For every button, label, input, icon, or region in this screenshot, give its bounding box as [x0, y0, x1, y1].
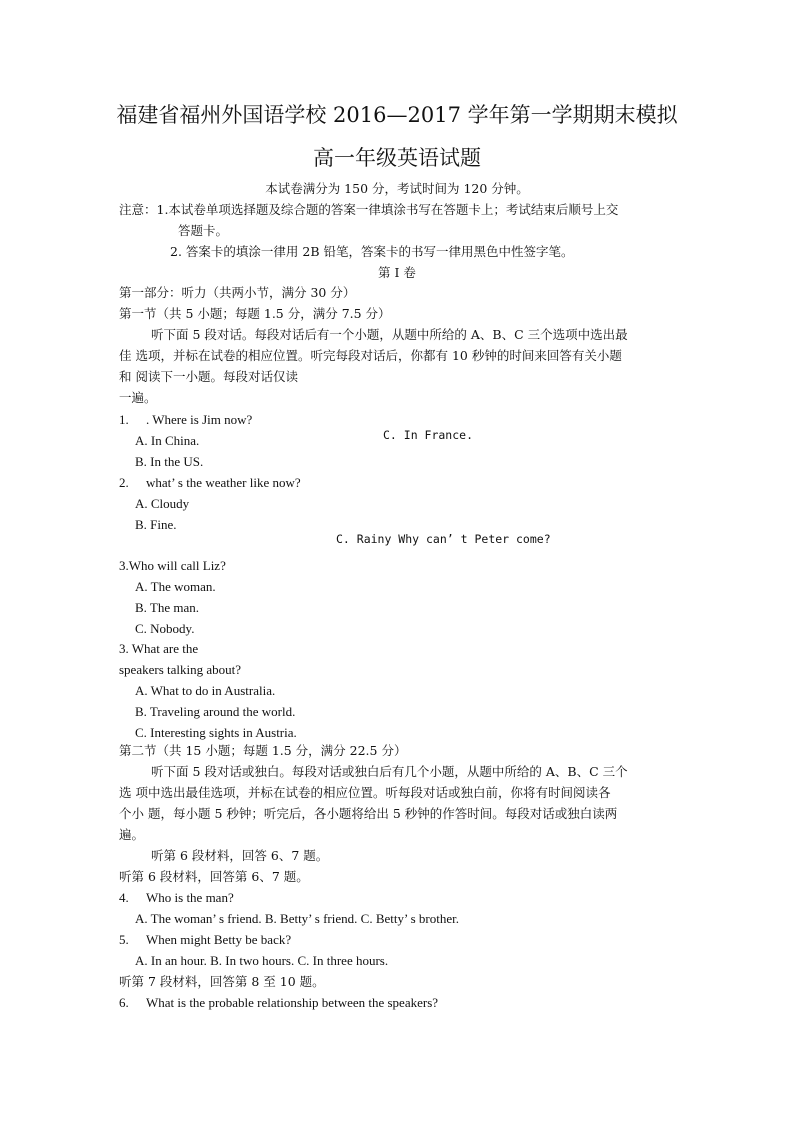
notice-1: 注意：1.本试卷单项选择题及综合题的答案一律填涂书写在答题卡上；考试结束后顺号上交: [119, 202, 619, 217]
section2-instructions-1: 听下面 5 段对话或独白。每段对话或独白后有几个小题，从题中所给的 A、B、C 三个: [151, 764, 628, 779]
q6-number: 5.: [119, 932, 129, 947]
q3-option-a: A. The woman.: [135, 579, 216, 594]
q4-text-1: 3. What are the: [119, 641, 199, 656]
part1-heading: 第一部分：听力（共两小节，满分 30 分）: [119, 285, 356, 300]
q1-option-a: A. In China.: [135, 433, 200, 448]
q4-option-b: B. Traveling around the world.: [135, 704, 296, 719]
exam-title: 福建省福州外国语学校 2016—2017 学年第一学期期末模拟: [116, 103, 678, 127]
q3-text: 3.Who will call Liz?: [119, 558, 226, 573]
q7-text: What is the probable relationship between the speakers?: [146, 995, 439, 1010]
q4-option-a: A. What to do in Australia.: [135, 683, 276, 698]
section1-instructions-1: 听下面 5 段对话。每段对话后有一个小题，从题中所给的 A、B、C 三个选项中选出最: [151, 327, 628, 342]
q1-number: 1.: [119, 412, 129, 427]
section1-instructions-4: 一遍。: [119, 390, 157, 405]
section1-heading: 第一节（共 5 小题；每题 1.5 分，满分 7.5 分）: [119, 306, 391, 321]
q4-option-c: C. Interesting sights in Austria.: [135, 725, 297, 740]
q4-text-2: speakers talking about?: [119, 662, 242, 677]
q2-option-b: B. Fine.: [135, 517, 177, 532]
q1-option-c: C. In France.: [383, 428, 474, 442]
material-6: 听第 6 段材料，回答第 6、7 题。: [119, 869, 309, 884]
section2-heading: 第二节（共 15 小题；每题 1.5 分，满分 22.5 分）: [119, 743, 407, 758]
q5-options: A. The woman’ s friend. B. Betty’ s friend. C. Betty’ s brother.: [135, 911, 459, 926]
q3-option-c: C. Nobody.: [135, 621, 195, 636]
notice-1-cont: 答题卡。: [178, 223, 229, 238]
exam-info: 本试卷满分为 150 分，考试时间为 120 分钟。: [265, 181, 529, 196]
q7-number: 6.: [119, 995, 129, 1010]
section1-instructions-3: 和 阅读下一小题。每段对话仅读: [119, 369, 298, 384]
q2-text: what’ s the weather like now?: [146, 475, 301, 490]
q3-option-b: B. The man.: [135, 600, 200, 615]
q2-option-a: A. Cloudy: [135, 496, 190, 511]
q6-text: When might Betty be back?: [146, 932, 292, 947]
section2-instructions-4: 遍。: [119, 827, 145, 842]
q5-text: Who is the man?: [146, 890, 234, 905]
volume-label: 第 I 卷: [378, 265, 416, 280]
q5-number: 4.: [119, 890, 129, 905]
section2-instructions-2: 选 项中选出最佳选项，并标在试卷的相应位置。听每段对话或独白前，你将有时间阅读各: [119, 785, 611, 800]
q1-option-b: B. In the US.: [135, 454, 204, 469]
material-6-indented: 听第 6 段材料，回答 6、7 题。: [151, 848, 329, 863]
exam-subtitle: 高一年级英语试题: [313, 146, 481, 170]
section1-instructions-2: 佳 选项，并标在试卷的相应位置。听完每段对话后，你都有 10 秒钟的时间来回答有关小题: [119, 348, 622, 363]
notice-2: 2. 答案卡的填涂一律用 2B 铅笔，答案卡的书写一律用黑色中性签字笔。: [170, 244, 574, 259]
q1-text: . Where is Jim now?: [146, 412, 253, 427]
q2-option-c: C. Rainy Why can’ t Peter come?: [336, 532, 551, 546]
material-7: 听第 7 段材料，回答第 8 至 10 题。: [119, 974, 325, 989]
q2-number: 2.: [119, 475, 129, 490]
section2-instructions-3: 个小 题，每小题 5 秒钟；听完后，各小题将给出 5 秒钟的作答时间。每段对话或独白读两: [119, 806, 618, 821]
q6-options: A. In an hour. B. In two hours. C. In three hours.: [135, 953, 389, 968]
